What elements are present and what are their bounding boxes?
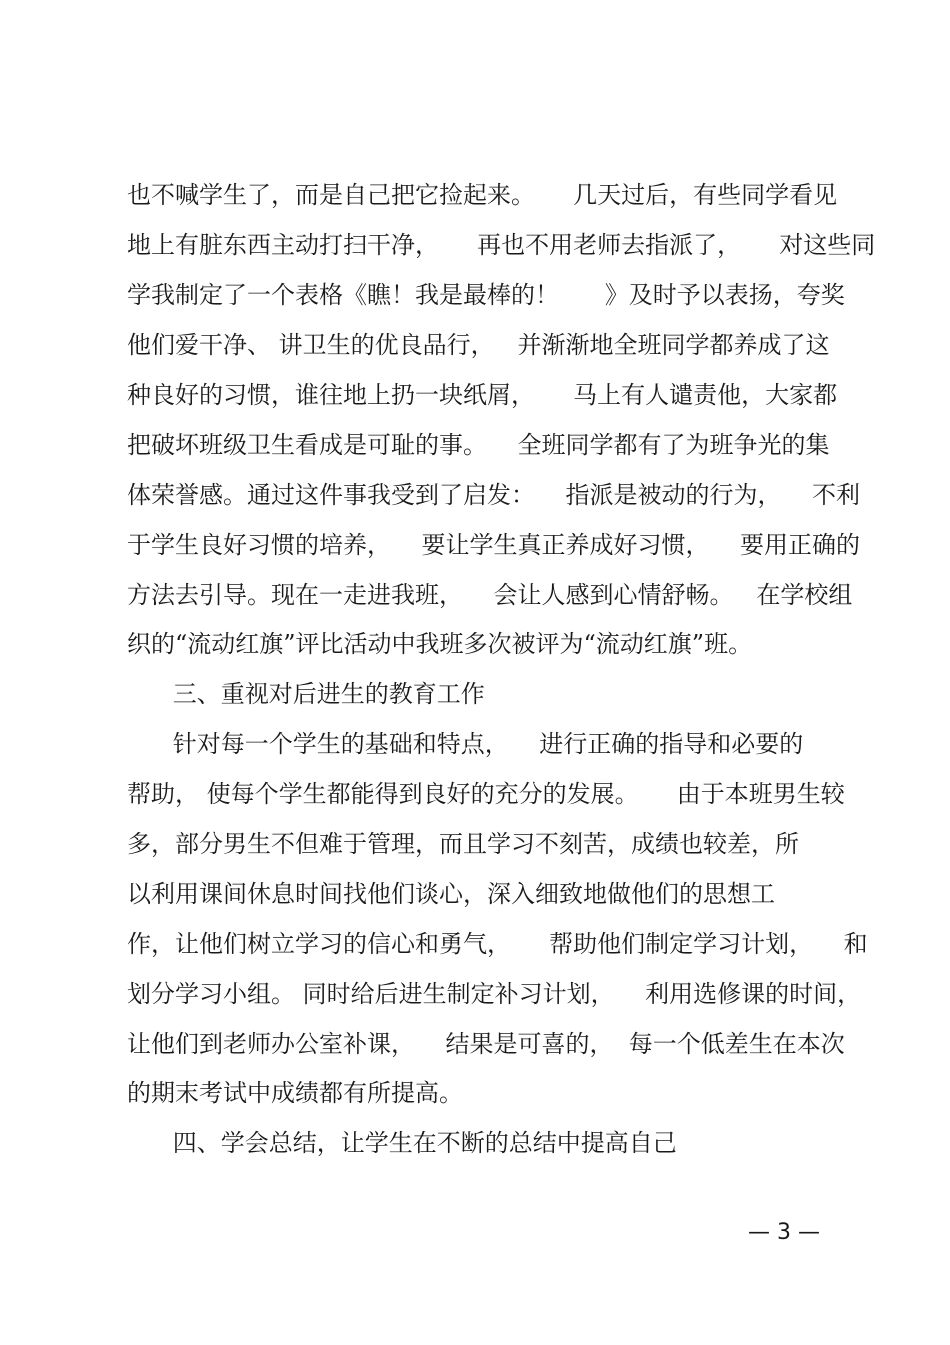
page-number: — 3 — — [748, 1220, 820, 1245]
body-text-line: 以利用课间休息时间找他们谈心，深入细致地做他们的思想工 — [127, 880, 775, 908]
body-text-line: 他们爱干净、 讲卫生的优良品行， 并渐渐地全班同学都养成了这 — [127, 331, 830, 359]
body-text-line: 针对每一个学生的基础和特点， 进行正确的指导和必要的 — [127, 730, 804, 758]
body-text-line: 方法去引导。现在一走进我班， 会让人感到心情舒畅。 在学校组 — [127, 581, 853, 609]
body-text-line: 帮助， 使每个学生都能得到良好的充分的发展。 由于本班男生较 — [127, 780, 845, 808]
section-heading: 四、学会总结，让学生在不断的总结中提高自己 — [127, 1129, 677, 1157]
body-text-line: 作，让他们树立学习的信心和勇气， 帮助他们制定学习计划， 和 — [127, 930, 868, 958]
body-text-line: 划分学习小组。 同时给后进生制定补习计划， 利用选修课的时间， — [127, 980, 862, 1008]
body-text-line: 种良好的习惯，谁往地上扔一块纸屑， 马上有人谴责他，大家都 — [127, 381, 838, 409]
body-text-line: 体荣誉感。通过这件事我受到了启发： 指派是被动的行为， 不利 — [127, 481, 861, 509]
body-text-line: 地上有脏东西主动打扫干净， 再也不用老师去指派了， 对这些同 — [127, 231, 876, 259]
body-text-line: 学我制定了一个表格《瞧！我是最棒的！ 》及时予以表扬，夸奖 — [127, 281, 845, 309]
body-text-line: 于学生良好习惯的培养， 要让学生真正养成好习惯， 要用正确的 — [127, 531, 861, 559]
body-text-line: 的期末考试中成绩都有所提高。 — [127, 1079, 463, 1107]
body-text-line: 多，部分男生不但难于管理，而且学习不刻苦，成绩也较差，所 — [127, 830, 799, 858]
body-text-line: 把破坏班级卫生看成是可耻的事。 全班同学都有了为班争光的集 — [127, 431, 830, 459]
body-text-line: 也不喊学生了，而是自己把它捡起来。 几天过后，有些同学看见 — [127, 181, 838, 209]
body-text-line: 织的“流动红旗”评比活动中我班多次被评为“流动红旗”班。 — [127, 630, 753, 658]
body-text-line: 让他们到老师办公室补课， 结果是可喜的， 每一个低差生在本次 — [127, 1030, 845, 1058]
section-heading: 三、重视对后进生的教育工作 — [127, 680, 485, 708]
